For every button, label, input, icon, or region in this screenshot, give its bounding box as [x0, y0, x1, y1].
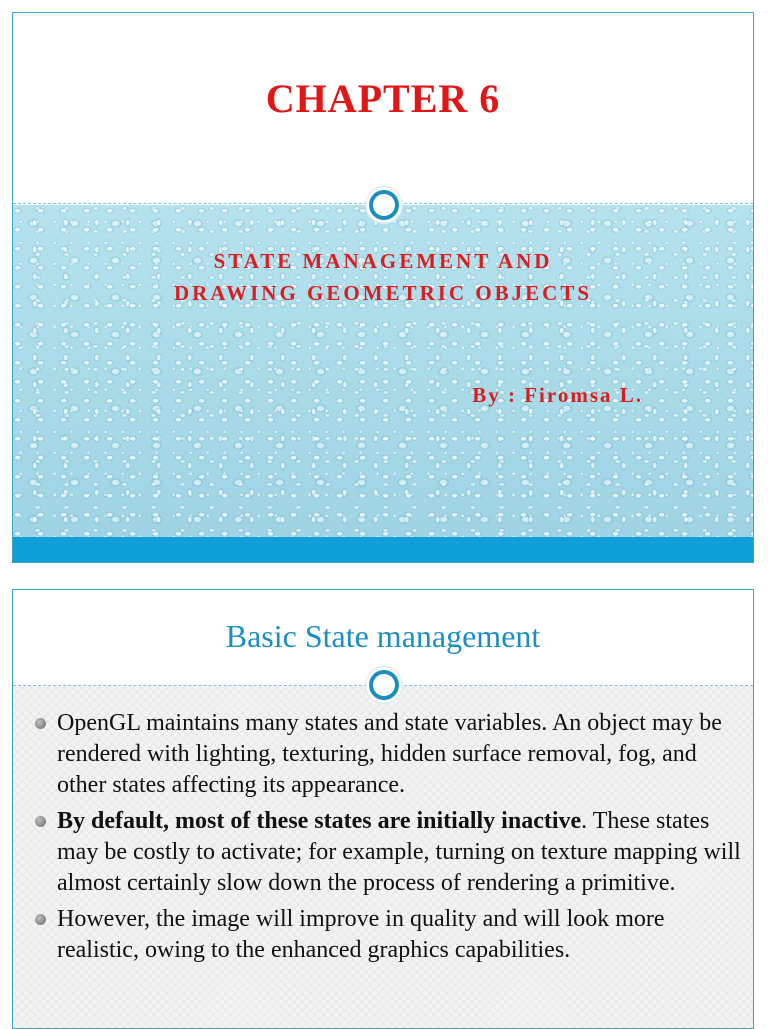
bullet-list	[35, 708, 741, 971]
chapter-subtitle	[13, 245, 753, 309]
title-header	[13, 13, 753, 203]
title-slide	[12, 12, 754, 563]
subtitle-line-1: STATE MANAGEMENT AND	[213, 249, 553, 273]
author-byline: By : Firomsa L.	[472, 383, 643, 407]
list-item	[35, 708, 741, 801]
footer-band	[13, 537, 753, 563]
bullet-dot-icon	[35, 914, 46, 925]
list-item	[35, 806, 741, 899]
slide-heading: Basic State management	[225, 618, 541, 654]
chapter-title: CHAPTER 6	[265, 76, 501, 121]
bullet-text: However, the image will improve in quality and will look more realistic, owing to the enhanced graphics capabilities.	[57, 906, 665, 963]
circle-ornament-icon	[369, 190, 399, 220]
bullet-dot-icon	[35, 718, 46, 729]
bullet-dot-icon	[35, 816, 46, 827]
subtitle-line-2: DRAWING GEOMETRIC OBJECTS	[173, 281, 593, 305]
list-item	[35, 904, 741, 966]
bullet-bold-text: By default, most of these states are initially inactive	[57, 808, 582, 834]
content-slide	[12, 589, 754, 1029]
bullet-text: . These states may be costly to activate; for example, turning on texture mapping will almost certainly slow down the process of rendering a primitive.	[57, 808, 741, 896]
bullet-text: OpenGL maintains many states and state variables. An object may be rendered with lighting, texturing, hidden surface removal, fog, and other states affecting its appearance.	[57, 710, 722, 798]
circle-ornament-icon	[369, 670, 399, 700]
